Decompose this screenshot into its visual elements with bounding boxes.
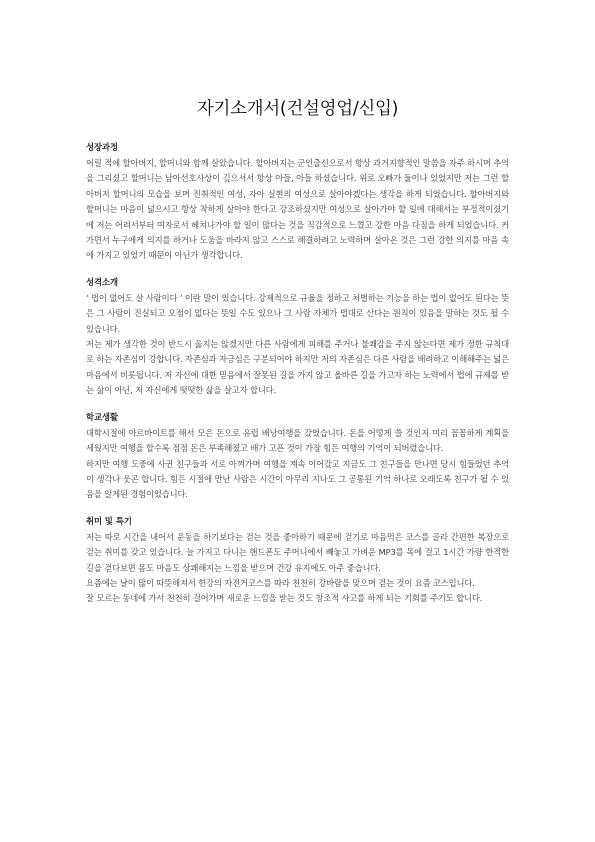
section-paragraph: 어릴 적에 할아버지, 할머니와 함께 살았습니다. 할아버지는 군인출신으로서 항상 과거지향적인 말씀을 자주 하시며 추억을 그리셨고 할머니는 남아선호사상이 깊으셔서 항상 아들, 아들 하셨습니다. 위로 오빠가 둘이나 있었지만 저는 그런 할아버지 할머니의 모습을 보며 진취적인 여성, 자아 실현의 여성으로 살아야겠다는 생각을 하게 되었습니다. 할아버지와 할머니는 마음이 넓으시고 항상 착하게 살아야 한다고 강조하셨지만 여성으로 살아가야 할 일에 대해서는 부정적이셨기에 저는 어려서부터 여자로서 헤쳐나가야 할 일이 많다는 것을 직감적으로 느꼈고 강한 마음 다짐을 하게 되었습니다. 커가면서 누구에게 의지를 하거나 도움을 바라지 않고 스스로 해결하려고 노력하며 살아온 것은 그런 강한 의지를 마음 속에 가지고 있었기 때문이 아닌가 생각합니다.: [86, 158, 509, 261]
section-growth: [86, 121, 509, 264]
section-personality: [86, 264, 509, 399]
section-school-life: [86, 399, 509, 503]
section-paragraph: 하지만 여행 도중에 사귄 친구들과 서로 아껴가며 여행을 계속 이어갔고 지금도 그 친구들을 만나면 당시 힘들었던 추억이 생각나 웃곤 합니다. 힘든 시절에 만난 사람은 시간이 아무리 지나도 그 공통된 기억 하나로 오래도록 친구가 될 수 있음을 알게된 경험이었습니다.: [86, 458, 509, 500]
section-paragraph: 요즘에는 날이 많이 따뜻해져서 한강의 자전거코스를 따라 천천히 강바람을 맞으며 걷는 것이 요즘 코스입니다.: [86, 577, 475, 588]
section-heading: 취미 및 특기: [86, 515, 132, 526]
section-paragraph: ‘ 법이 없어도 살 사람이다 ’ 이란 말이 있습니다. 강제적으로 규율을 정하고 처벌하는 기능을 하는 법이 없어도 된다는 뜻은 그 사람이 진실되고 오점이 없다는 뜻일 수도 있으나 그 사람 자체가 법대로 산다는 원칙이 있음을 말하는 것도 될 수 있습니다.: [86, 292, 509, 334]
section-heading: 학교생활: [86, 411, 119, 422]
section-paragraph: 저는 제가 생각한 것이 반드시 옳지는 않겠지만 다른 사람에게 피해를 주거나 불쾌감을 주지 않는다면 제가 정한 규칙대로 하는 자존심이 강합니다. 자존심과 자긍심은 구분되어야 하지만 저의 자존심은 다른 사람을 배려하고 이해해주는 넓은 마음에서 비롯됩니다. 저 자신에 대한 믿음에서 잘못된 길을 가지 않고 올바른 길을 가고자 하는 노력에서 법에 규제를 받는 삶이 아닌, 저 자신에게 떳떳한 삶을 살고자 합니다.: [86, 339, 509, 396]
section-paragraph: 대학시절에 아르바이트를 해서 모은 돈으로 유럽 배낭여행을 갔었습니다. 돈을 어떻게 쓸 것인지 미리 꼼꼼하게 계획을 세웠지만 여행을 할수록 점점 돈은 부족해졌고 배가 고픈 것이 가장 힘든 여행의 기억이 되버렸습니다.: [86, 427, 509, 454]
section-paragraph: 저는 따로 시간을 내어서 운동을 하기보다는 걷는 것을 좋아하기 때문에 걷기로 마음먹은 코스를 골라 간편한 복장으로 걷는 취미를 갖고 있습니다. 늘 가지고 다니는 핸드폰도 주머니에서 빼놓고 가벼운 MP3를 목에 걸고 1시간 가량 한적한 길을 걷다보면 몸도 마음도 상쾌해지는 느낌을 받으며 건강 유지에도 아주 좋습니다.: [86, 531, 509, 573]
section-heading: 성장과정: [86, 142, 119, 152]
document-title: 자기소개서(건설영업/신입): [196, 99, 399, 119]
section-hobbies: [86, 503, 509, 607]
section-paragraph: 잘 모르는 동네에 가서 천천히 걸어가며 새로운 느낌을 받는 것도 창조적 사고를 하게 되는 기회를 주기도 합니다.: [86, 593, 483, 604]
section-heading: 성격소개: [86, 276, 119, 287]
